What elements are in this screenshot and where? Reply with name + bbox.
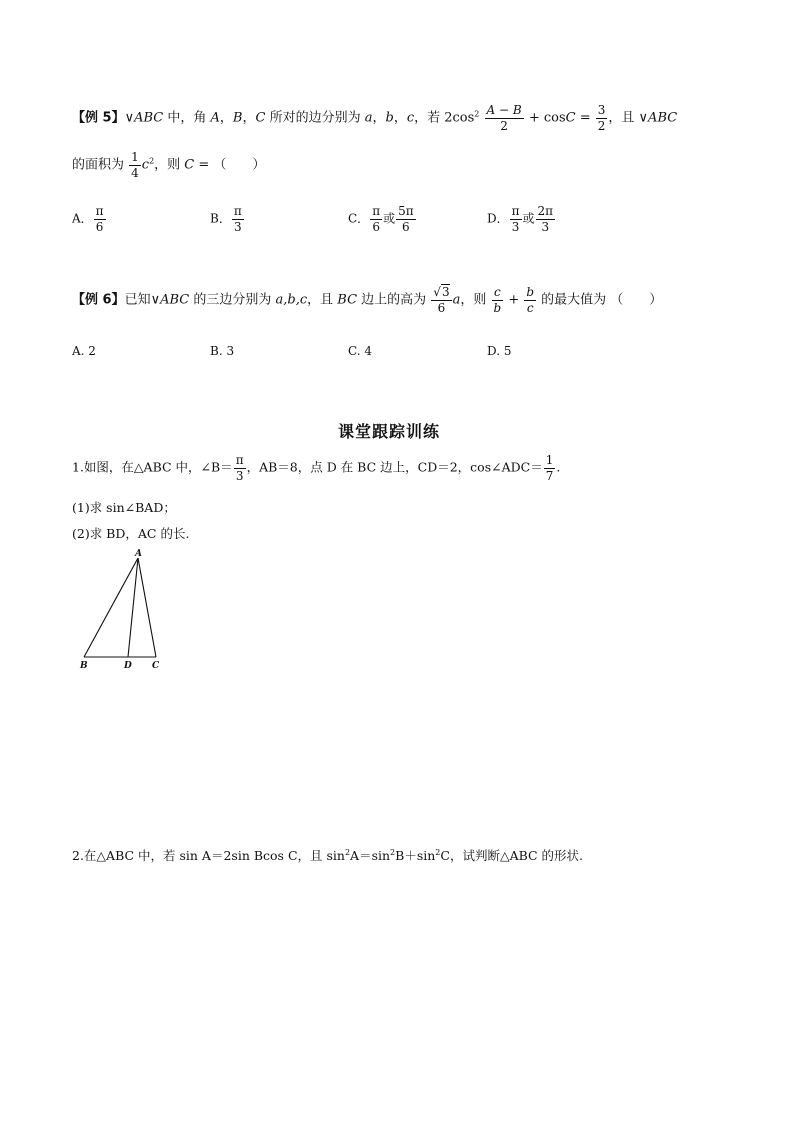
- side-ac: [138, 558, 156, 657]
- fraction-b-over-c: $\frac{b}{c}$: [526, 285, 535, 315]
- example-6-option-d: D. 5: [487, 344, 512, 358]
- example-5-tag: 【例 5】: [72, 110, 125, 126]
- question-1-stem: 1.如图，在△ABC 中，∠B＝ $\frac{\pi}{3}$ ，AB＝8，点 D 在 BC 边上，CD＝2，cos∠ADC＝ $\frac{1}{7}$ .: [72, 453, 561, 483]
- section-title: 课堂跟踪训练: [338, 422, 441, 441]
- example-5-line1: 【例 5】∨ABC 中，角 A，B，C 所对的边分别为 a，b，c，若 $2\cos^2$ $\frac{A - B}{2}$ + cosC = $\frac{3}{2}$ ，且 ∨ABC: [72, 103, 678, 133]
- example-5-option-d: D． $\frac{\pi}{3}$ 或 $\frac{2\pi}{3}$: [487, 204, 554, 234]
- label-a: A: [135, 549, 142, 559]
- fraction-a-minus-b-over-2: $\frac{A - B}{2}$: [486, 103, 522, 133]
- triangle-figure: [72, 546, 182, 674]
- label-b: B: [80, 661, 88, 671]
- example-5-option-c: C． $\frac{\pi}{6}$ 或 $\frac{5\pi}{6}$: [348, 204, 414, 234]
- fraction-3-over-2: $\frac{3}{2}$: [597, 103, 606, 133]
- fraction-sqrt3-over-6: $\frac{√3}{6}$: [433, 285, 450, 315]
- fraction-c-over-b: $\frac{c}{b}$: [493, 285, 502, 315]
- label-c: C: [152, 661, 160, 671]
- label-d: D: [124, 661, 132, 671]
- triangle-abc: ∨ABC: [124, 110, 164, 126]
- question-1-part-1: (1)求 sin∠BAD；: [72, 500, 176, 515]
- fraction-1-over-4: $\frac{1}{4}$: [131, 150, 139, 180]
- example-6-line: 【例 6】已知∨ABC 的三边分别为 a,b,c，且 BC 边上的高为 $\frac{√3}{6}$ a，则 $\frac{c}{b}$ + $\frac{b}{c}$ 的最大值为 （ ）: [72, 285, 663, 315]
- example-6-option-a: A. 2: [72, 344, 96, 358]
- question-2: 2.在△ABC 中，若 sin A＝2sin Bcos C，且 $\sin^2A=\sin^2B+\sin^2C$，试判断△ABC 的形状.: [72, 847, 584, 863]
- example-6-tag: 【例 6】: [72, 292, 125, 308]
- example-5-option-a: A． $\frac{\pi}{6}$: [72, 204, 104, 234]
- example-5-line2: 的面积为 $\frac{1}{4}$ $c^2$，则 C = （ ）: [72, 150, 266, 180]
- question-1-part-2: (2)求 BD，AC 的长.: [72, 526, 190, 541]
- example-6-option-b: B. 3: [210, 344, 235, 358]
- example-5-option-b: B． $\frac{\pi}{3}$: [210, 204, 242, 234]
- example-6-option-c: C. 4: [348, 344, 373, 358]
